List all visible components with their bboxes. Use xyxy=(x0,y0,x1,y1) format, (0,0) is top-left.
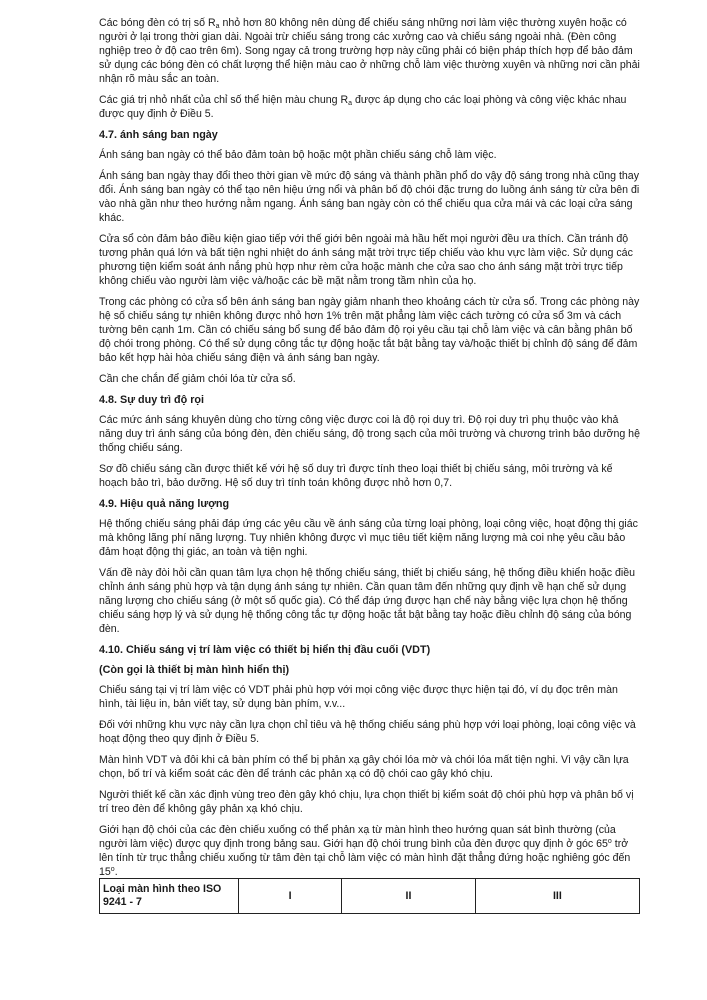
section-heading-4-9: 4.9. Hiệu quả năng lượng xyxy=(99,498,230,510)
text-segment: . xyxy=(114,866,118,878)
paragraph: Ánh sáng ban ngày thay đổi theo thời gian về mức độ sáng và thành phần phổ do vậy độ sáng trong nhà cũng thay đổi. Ánh sáng ban ngày có thể tạo nên hiệu ứng nổi và phân bố độ chói đặc trưng do luồng ánh sáng từ cửa bên đi vào nhà gần như theo hướng nằm ngang. Ánh sáng ban ngày còn có thể chiếu qua cửa mái và các loại cửa sáng khác. xyxy=(99,170,640,224)
table-header-cell: Loại màn hình theo ISO 9241 - 7 xyxy=(100,879,239,914)
document-body xyxy=(99,16,644,914)
text-segment: được áp dụng cho các loại phòng và công việc khác nhau được quy định ở Điều 5. xyxy=(99,94,627,120)
text-segment: Các bóng đèn có trị số R xyxy=(99,17,216,29)
superscript: o xyxy=(607,838,612,845)
text-segment: Giới hạn độ chói của các đèn chiếu xuống có thể phản xạ từ màn hình theo hướng quan sát bình thường (của người làm việc) được quy định trong bảng sau. Giới hạn độ chói trung bình của đèn được quy định ở góc 65 xyxy=(99,824,616,850)
section-heading-4-10: 4.10. Chiếu sáng vị trí làm việc có thiết bị hiển thị đầu cuối (VDT) xyxy=(99,644,431,656)
table-cell-class-ii: II xyxy=(342,879,476,914)
text-segment: nhỏ hơn 80 không nên dùng để chiếu sáng những nơi làm việc thường xuyên hoặc có người ở lại trong thời gian dài. Ngoài trừ chiếu sáng trong các xưởng cao và chiếu sáng ngoài nhà. (Đèn công nghiệp treo ở độ cao trên 6m). Song ngay cả trong trường hợp này cũng phải có biện pháp thích hợp để bảo đảm sử dụng các bóng đèn có chất lượng thể hiện màu cao ở những chỗ làm việc thường xuyên và những nơi cần phải nhận rõ màu sắc an toàn. xyxy=(99,17,640,85)
table-cell-class-i: I xyxy=(239,879,342,914)
paragraph: Vấn đề này đòi hỏi cần quan tâm lựa chọn hệ thống chiếu sáng, thiết bị chiếu sáng, hệ thống điều khiển hoặc điều chỉnh ánh sáng phù hợp và tận dụng ánh sáng tự nhiên. Cần quan tâm đến những quy định về hạn chế sử dụng năng lượng cho chiếu sáng (ở một số quốc gia). Có thể đáp ứng được hạn chế này bằng việc lựa chọn hệ thống chiếu sáng hợp lý và sử dụng hệ thống công tắc tự động hoặc tắt bật bằng tay hoặc điều chỉnh độ sáng của bóng đèn. xyxy=(99,567,635,635)
paragraph-luminance-limit xyxy=(99,823,644,879)
paragraph: Ánh sáng ban ngày có thể bảo đảm toàn bộ hoặc một phần chiếu sáng chỗ làm việc. xyxy=(99,149,497,161)
paragraph: Cửa sổ còn đảm bảo điều kiện giao tiếp với thế giới bên ngoài mà hầu hết mọi người đều ưa thích. Cần tránh độ tương phản quá lớn và bất tiện nghi nhiệt do ánh sáng mặt trời trực tiếp chiếu vào khu vực làm việc. Sử dụng các phương tiện kiểm soát ánh nắng phù hợp như rèm cửa hoặc mành che cửa sao cho ánh sáng mặt trời trực tiếp không chiếu vào người làm việc và/hoặc các bề mặt nằm trong tầm nhìn của họ. xyxy=(99,233,633,287)
subscript: a xyxy=(348,100,353,107)
text-segment: trở lên tính từ trục thẳng chiếu xuống từ tâm đèn tại chỗ làm việc có màn hình đặt thẳng đứng hoặc nghiêng góc đến 15 xyxy=(99,838,631,878)
paragraph: Đối với những khu vực này cần lựa chọn chỉ tiêu và hệ thống chiếu sáng phù hợp với loại phòng, loại công việc và hoạt động theo quy định ở Điều 5. xyxy=(99,719,636,745)
paragraph-color-rendering xyxy=(99,16,644,86)
paragraph: Màn hình VDT và đôi khi cả bàn phím có thể bị phản xạ gây chói lóa mờ và chói lóa mất tiện nghi. Vì vậy cần lựa chọn, bố trí và kiểm soát các đèn để tránh các phản xạ có độ chói cao gây khó chịu. xyxy=(99,754,629,780)
paragraph: Sơ đồ chiếu sáng cần được thiết kế với hệ số duy trì được tính theo loại thiết bị chiếu sáng, môi trường và kế hoạch bảo trì, bảo dưỡng. Hệ số duy trì tính toán không được nhỏ hơn 0,7. xyxy=(99,463,613,489)
superscript: o xyxy=(110,866,115,873)
paragraph: Các mức ánh sáng khuyên dùng cho từng công việc được coi là độ rọi duy trì. Độ rọi duy trì phụ thuộc vào khả năng duy trì ánh sáng của bóng đèn, đèn chiếu sáng, độ trong sạch của môi trường và chương trình bảo dưỡng hệ thống chiếu sáng. xyxy=(99,414,640,454)
section-subheading: (Còn gọi là thiết bị màn hình hiển thị) xyxy=(99,664,290,676)
text-segment: Các giá trị nhỏ nhất của chỉ số thể hiện màu chung R xyxy=(99,94,349,106)
paragraph: Cần che chắn để giảm chói lóa từ cửa sổ. xyxy=(99,373,296,385)
section-heading-4-7: 4.7. ánh sáng ban ngày xyxy=(99,129,218,141)
table-row xyxy=(100,879,640,914)
section-heading-4-8: 4.8. Sự duy trì độ rọi xyxy=(99,394,205,406)
paragraph: Người thiết kế cần xác định vùng treo đèn gây khó chịu, lựa chọn thiết bị kiểm soát độ chói phù hợp và phân bố vị trí treo đèn để không gây phản xạ khó chịu. xyxy=(99,789,634,815)
subscript: a xyxy=(215,23,220,30)
paragraph: Trong các phòng có cửa sổ bên ánh sáng ban ngày giảm nhanh theo khoảng cách từ cửa sổ. Trong các phòng này hệ số chiếu sáng tự nhiên không được nhỏ hơn 1% trên mặt phẳng làm việc cách tường có cửa sổ 3m và cách tường bên cạnh 1m. Cần có chiếu sáng bổ sung để bảo đảm độ rọi yêu cầu tại chỗ làm việc và cân bằng phân bố độ chói trong phòng. Có thể sử dụng công tắc tự động hoặc tắt bật bằng tay và/hoặc thiết bị chỉnh độ sáng để đảm bảo kết hợp hài hòa chiếu sáng điện và ánh sáng ban ngày. xyxy=(99,296,640,364)
screen-type-table xyxy=(99,878,640,914)
paragraph: Hệ thống chiếu sáng phải đáp ứng các yêu cầu về ánh sáng của từng loại phòng, loại công việc, hoạt động thị giác mà không lãng phí năng lượng. Tuy nhiên không được vì mục tiêu tiết kiệm năng lượng mà coi nhẹ yêu cầu bảo đảm hoạt động thị giác, an toàn và tiện nghi. xyxy=(99,518,638,558)
paragraph-min-ra xyxy=(99,93,644,121)
paragraph: Chiếu sáng tại vị trí làm việc có VDT phải phù hợp với mọi công việc được thực hiện tại đó, ví dụ đọc trên màn hình, tài liệu in, bản viết tay, sử dụng bàn phím, v.v... xyxy=(99,684,618,710)
table-cell-class-iii: III xyxy=(475,879,639,914)
